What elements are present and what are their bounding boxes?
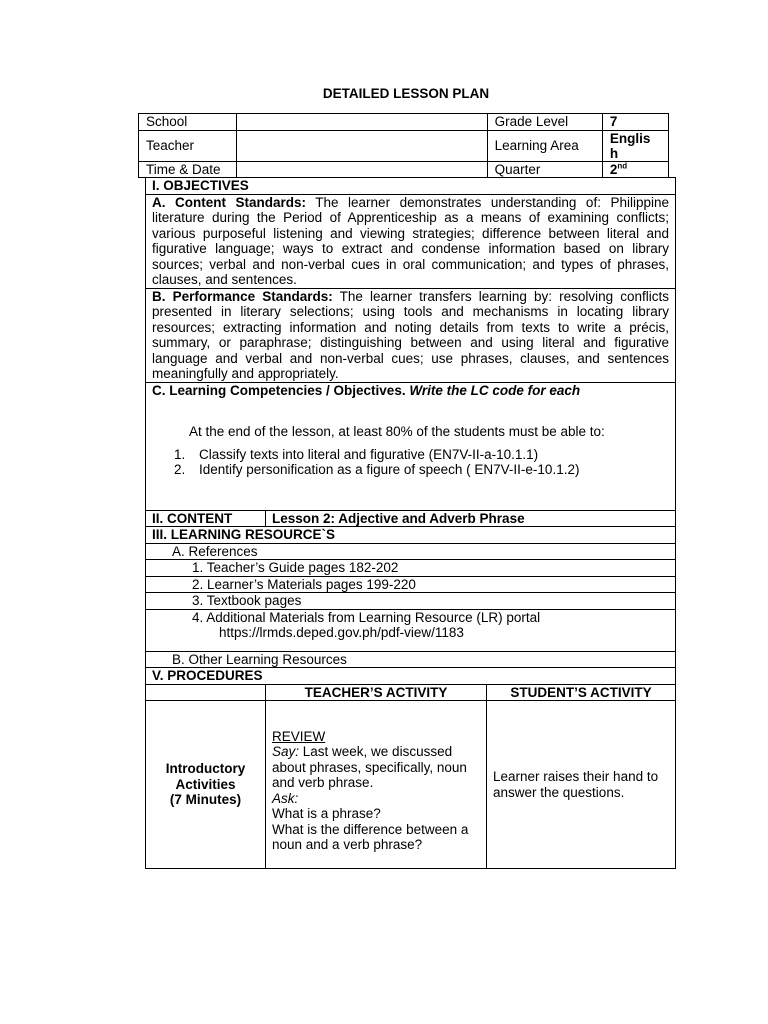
references-label: A. References (146, 543, 676, 560)
teacher-label: Teacher (139, 130, 237, 161)
quarter-number: 2 (609, 161, 618, 177)
procedures-blank-header (146, 684, 266, 701)
review-heading: REVIEW (272, 728, 326, 744)
quarter-suffix: nd (617, 161, 628, 170)
teacher-value (237, 130, 487, 161)
question-2: What is the difference between a noun and a verb phrase? (272, 821, 469, 852)
lr-portal-link[interactable]: https://lrmds.deped.gov.ph/pdf-view/1183 (219, 625, 464, 640)
page-title: DETAILED LESSON PLAN (322, 86, 490, 101)
quarter-label: Quarter (487, 161, 602, 178)
grade-label: Grade Level (487, 114, 602, 131)
school-label: School (139, 114, 237, 131)
introductory-activities-label: Introductory Activities (7 Minutes) (146, 701, 266, 869)
teacher-activity-cell (266, 701, 487, 869)
resources-heading: III. LEARNING RESOURCE`S (146, 527, 676, 544)
area-value-1: Englis (609, 130, 651, 146)
question-1: What is a phrase? (272, 806, 381, 821)
student-activity-header: STUDENT’S ACTIVITY (487, 684, 676, 701)
resource-item-learner-materials: 2. Learner’s Materials pages 199-220 (146, 576, 676, 593)
content-standards-label: A. Content Standards: (152, 194, 307, 210)
resource-item-teacher-guide: 1. Teacher’s Guide pages 182-202 (146, 560, 676, 577)
grade-value: 7 (602, 114, 668, 131)
other-resources-label: B. Other Learning Resources (146, 651, 676, 668)
performance-standards (146, 288, 676, 382)
time-label: Time & Date (139, 161, 237, 178)
lesson-table (145, 177, 676, 869)
objectives-heading: I. OBJECTIVES (146, 178, 676, 195)
resource-item-textbook: 3. Textbook pages (146, 593, 676, 610)
time-value (237, 161, 487, 178)
additional-materials-label: 4. Additional Materials from Learning Resource (LR) portal (192, 609, 541, 625)
quarter-value (602, 161, 668, 178)
competencies-intro: At the end of the lesson, at least 80% of the students must be able to: (189, 424, 605, 439)
objective-item: 1. Classify texts into literal and figurative (EN7V-II-a-10.1.1) (174, 446, 539, 462)
school-value (237, 114, 487, 131)
performance-standards-text: The learner transfers learning by: resolving conflicts presented in literary selections; using tools and mechanisms in locating library resources; extracting information and noting details from texts to write a précis, summary, or paraphrase; distinguishing between and using literal and figurative language and verbal and non-verbal cues; use phrases, clauses, and sentences meaningfully and appropriately. (152, 288, 669, 381)
resource-item-additional (146, 609, 676, 651)
say-label: Say: (272, 744, 300, 759)
competencies-note: Write the LC code for each (409, 382, 581, 398)
content-standards (146, 194, 676, 288)
content-label: II. CONTENT (146, 510, 266, 527)
content-standards-text: The learner demonstrates understanding of: Philippine literature during the Period of Apprenticeship as a means of examining conflicts; various purposeful listening and viewing strategies; difference between literal and figurative language; ways to extract and condense information based on library sources; verbal and non-verbal cues in oral communication; and types of phrases, clauses, and sentences. (152, 194, 669, 287)
performance-standards-label: B. Performance Standards: (152, 288, 333, 304)
procedures-heading: V. PROCEDURES (146, 668, 676, 685)
area-value (602, 130, 668, 161)
say-text: Last week, we discussed about phrases, specifically, noun and verb phrase. (272, 744, 467, 790)
area-value-2: h (609, 145, 619, 161)
area-label: Learning Area (487, 130, 602, 161)
teacher-activity-header: TEACHER’S ACTIVITY (266, 684, 487, 701)
competencies-label: C. Learning Competencies / Objectives. (152, 382, 406, 398)
header-table (138, 113, 669, 178)
say-line (272, 744, 480, 791)
competencies-cell (146, 382, 676, 510)
objective-item: 2. Identify personification as a figure of speech ( EN7V-II-e-10.1.2) (174, 462, 580, 477)
student-activity-cell: Learner raises their hand to answer the questions. (487, 701, 676, 869)
content-value: Lesson 2: Adjective and Adverb Phrase (266, 510, 676, 527)
ask-label: Ask: (272, 790, 299, 806)
